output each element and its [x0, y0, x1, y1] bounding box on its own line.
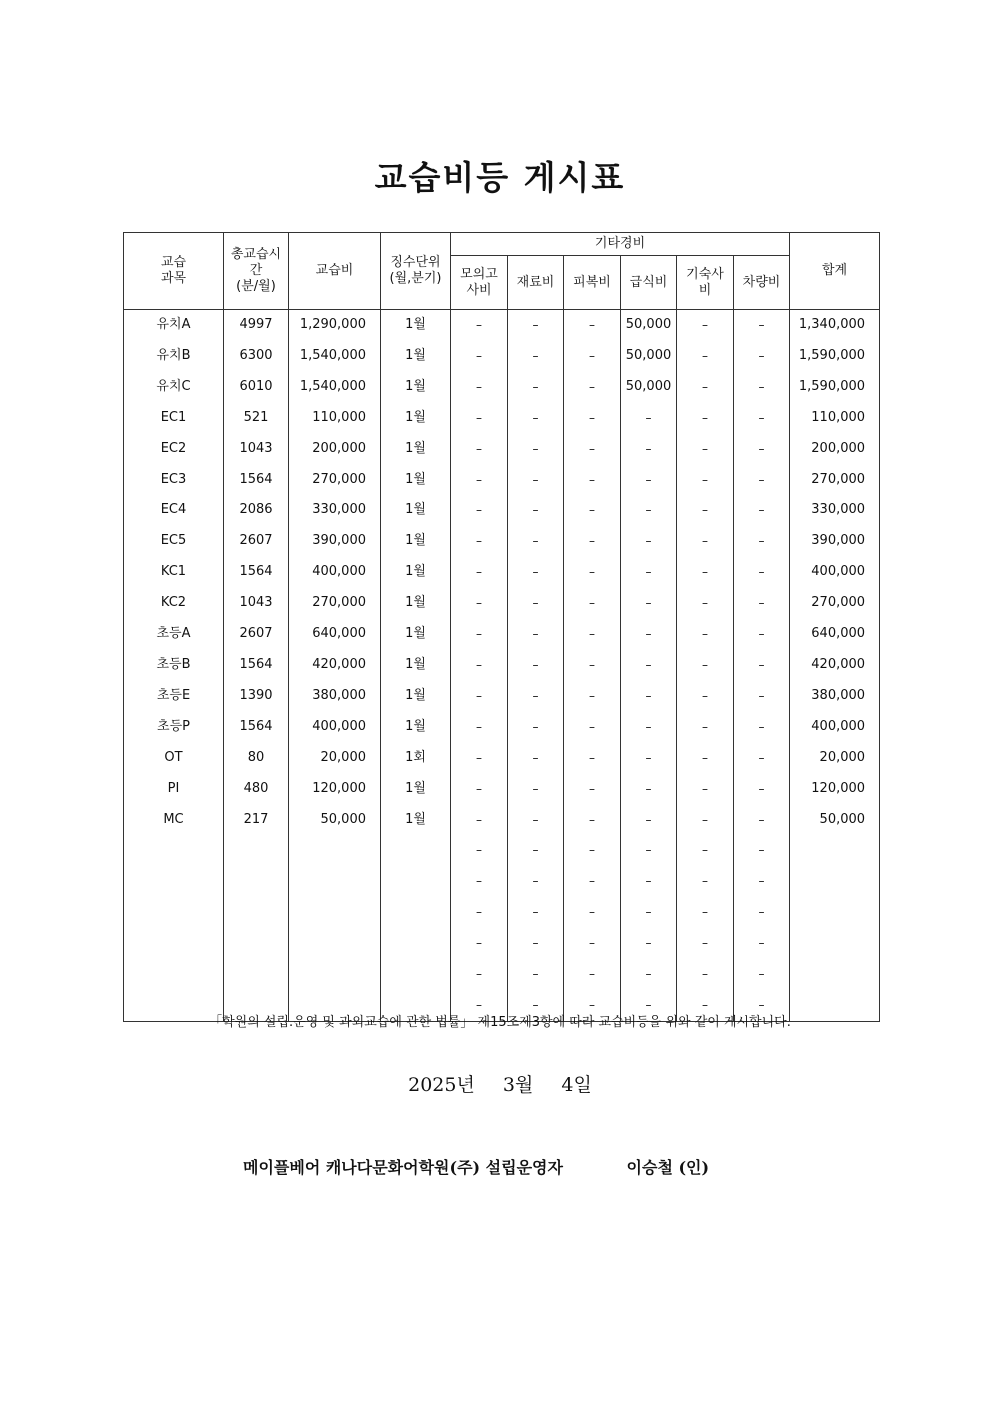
- cell-subject: PI: [124, 774, 224, 805]
- cell-vehicle: –: [734, 372, 790, 403]
- cell-vehicle: –: [734, 681, 790, 712]
- cell-subject: 초등E: [124, 681, 224, 712]
- table-row: [124, 928, 880, 959]
- cell-dorm: –: [677, 650, 734, 681]
- cell-unit: 1월: [381, 310, 451, 341]
- cell-total: 400,000: [790, 557, 880, 588]
- cell-total: [790, 835, 880, 866]
- cell-fee: [289, 866, 381, 897]
- cell-material: –: [508, 959, 564, 990]
- cell-clothing: –: [564, 774, 621, 805]
- cell-subject: EC2: [124, 434, 224, 465]
- cell-meal: –: [621, 495, 677, 526]
- cell-mock-exam: –: [451, 372, 508, 403]
- cell-material: –: [508, 403, 564, 434]
- cell-dorm: –: [677, 341, 734, 372]
- cell-total-time: 1043: [224, 434, 289, 465]
- cell-material: –: [508, 774, 564, 805]
- cell-vehicle: –: [734, 495, 790, 526]
- cell-vehicle: –: [734, 588, 790, 619]
- table-row: [124, 372, 880, 403]
- cell-total: 120,000: [790, 774, 880, 805]
- cell-unit: 1월: [381, 434, 451, 465]
- cell-total-time: 6300: [224, 341, 289, 372]
- cell-vehicle: –: [734, 434, 790, 465]
- cell-meal: –: [621, 557, 677, 588]
- cell-meal: –: [621, 928, 677, 959]
- cell-subject: KC1: [124, 557, 224, 588]
- header-fee: 교습비: [289, 233, 381, 310]
- cell-clothing: –: [564, 372, 621, 403]
- cell-unit: [381, 897, 451, 928]
- cell-subject: 유치B: [124, 341, 224, 372]
- cell-vehicle: –: [734, 897, 790, 928]
- cell-total: 50,000: [790, 805, 880, 836]
- cell-material: –: [508, 526, 564, 557]
- cell-unit: [381, 866, 451, 897]
- cell-material: –: [508, 619, 564, 650]
- cell-vehicle: –: [734, 805, 790, 836]
- cell-dorm: –: [677, 805, 734, 836]
- cell-material: –: [508, 465, 564, 496]
- cell-material: –: [508, 712, 564, 743]
- cell-material: –: [508, 743, 564, 774]
- header-dorm: 기숙사 비: [677, 256, 734, 310]
- cell-clothing: –: [564, 866, 621, 897]
- cell-total: [790, 866, 880, 897]
- cell-dorm: –: [677, 990, 734, 1021]
- cell-vehicle: –: [734, 650, 790, 681]
- cell-total-time: 1564: [224, 650, 289, 681]
- cell-total: 20,000: [790, 743, 880, 774]
- header-material: 재료비: [508, 256, 564, 310]
- cell-vehicle: –: [734, 990, 790, 1021]
- cell-fee: 390,000: [289, 526, 381, 557]
- cell-unit: 1회: [381, 743, 451, 774]
- cell-clothing: –: [564, 465, 621, 496]
- cell-fee: 20,000: [289, 743, 381, 774]
- table-row: [124, 465, 880, 496]
- table-row: [124, 805, 880, 836]
- cell-clothing: –: [564, 805, 621, 836]
- cell-material: –: [508, 928, 564, 959]
- cell-meal: –: [621, 434, 677, 465]
- cell-unit: 1월: [381, 372, 451, 403]
- header-mock-exam: 모의고 사비: [451, 256, 508, 310]
- cell-clothing: –: [564, 403, 621, 434]
- cell-total: [790, 928, 880, 959]
- cell-material: –: [508, 557, 564, 588]
- cell-subject: [124, 866, 224, 897]
- cell-clothing: –: [564, 588, 621, 619]
- table-row: [124, 712, 880, 743]
- cell-subject: 초등A: [124, 619, 224, 650]
- header-meal: 급식비: [621, 256, 677, 310]
- cell-mock-exam: –: [451, 959, 508, 990]
- cell-clothing: –: [564, 743, 621, 774]
- header-vehicle: 차량비: [734, 256, 790, 310]
- table-row: [124, 310, 880, 341]
- cell-fee: 270,000: [289, 465, 381, 496]
- table-row: [124, 619, 880, 650]
- cell-total: 270,000: [790, 465, 880, 496]
- cell-unit: 1월: [381, 526, 451, 557]
- operator-name: 이승철 (인): [626, 1158, 710, 1177]
- cell-material: –: [508, 434, 564, 465]
- cell-mock-exam: –: [451, 341, 508, 372]
- cell-meal: –: [621, 774, 677, 805]
- table-row: [124, 774, 880, 805]
- cell-vehicle: –: [734, 866, 790, 897]
- cell-dorm: –: [677, 465, 734, 496]
- cell-unit: [381, 928, 451, 959]
- cell-vehicle: –: [734, 465, 790, 496]
- cell-unit: 1월: [381, 805, 451, 836]
- cell-fee: 1,540,000: [289, 341, 381, 372]
- cell-dorm: –: [677, 372, 734, 403]
- cell-unit: 1월: [381, 650, 451, 681]
- cell-dorm: –: [677, 681, 734, 712]
- cell-meal: –: [621, 526, 677, 557]
- cell-meal: –: [621, 465, 677, 496]
- cell-clothing: –: [564, 990, 621, 1021]
- cell-meal: –: [621, 866, 677, 897]
- cell-meal: –: [621, 990, 677, 1021]
- cell-unit: [381, 959, 451, 990]
- cell-vehicle: –: [734, 341, 790, 372]
- cell-clothing: –: [564, 650, 621, 681]
- cell-unit: 1월: [381, 712, 451, 743]
- cell-total-time: [224, 959, 289, 990]
- cell-unit: 1월: [381, 681, 451, 712]
- cell-subject: 유치A: [124, 310, 224, 341]
- cell-mock-exam: –: [451, 805, 508, 836]
- cell-clothing: –: [564, 341, 621, 372]
- cell-material: –: [508, 588, 564, 619]
- header-total-time: 총교습시 간 (분/월): [224, 233, 289, 310]
- cell-unit: 1월: [381, 619, 451, 650]
- cell-fee: 110,000: [289, 403, 381, 434]
- cell-vehicle: –: [734, 712, 790, 743]
- cell-subject: [124, 959, 224, 990]
- cell-vehicle: –: [734, 928, 790, 959]
- table-row: [124, 403, 880, 434]
- table-row: [124, 835, 880, 866]
- header-clothing: 피복비: [564, 256, 621, 310]
- cell-unit: 1월: [381, 341, 451, 372]
- cell-material: –: [508, 372, 564, 403]
- cell-mock-exam: –: [451, 465, 508, 496]
- cell-fee: 380,000: [289, 681, 381, 712]
- cell-dorm: –: [677, 495, 734, 526]
- cell-total-time: 1564: [224, 465, 289, 496]
- cell-mock-exam: –: [451, 774, 508, 805]
- cell-meal: –: [621, 743, 677, 774]
- page-title: 교습비등 게시표: [374, 158, 626, 197]
- fee-table-body: [124, 310, 880, 1022]
- cell-subject: EC1: [124, 403, 224, 434]
- cell-total-time: [224, 866, 289, 897]
- cell-clothing: –: [564, 928, 621, 959]
- cell-mock-exam: –: [451, 495, 508, 526]
- cell-material: –: [508, 650, 564, 681]
- cell-fee: 50,000: [289, 805, 381, 836]
- cell-mock-exam: –: [451, 866, 508, 897]
- cell-dorm: –: [677, 526, 734, 557]
- cell-mock-exam: –: [451, 403, 508, 434]
- cell-clothing: –: [564, 434, 621, 465]
- cell-meal: –: [621, 403, 677, 434]
- cell-total-time: 6010: [224, 372, 289, 403]
- cell-material: –: [508, 835, 564, 866]
- cell-mock-exam: –: [451, 897, 508, 928]
- cell-fee: [289, 835, 381, 866]
- cell-total: 390,000: [790, 526, 880, 557]
- cell-total: 270,000: [790, 588, 880, 619]
- cell-fee: [289, 928, 381, 959]
- cell-dorm: –: [677, 743, 734, 774]
- cell-unit: 1월: [381, 495, 451, 526]
- cell-fee: 330,000: [289, 495, 381, 526]
- cell-clothing: –: [564, 897, 621, 928]
- fee-table: [123, 232, 880, 1022]
- cell-material: –: [508, 681, 564, 712]
- cell-meal: –: [621, 959, 677, 990]
- cell-subject: [124, 928, 224, 959]
- cell-total: 1,590,000: [790, 341, 880, 372]
- cell-dorm: –: [677, 310, 734, 341]
- cell-unit: [381, 835, 451, 866]
- cell-unit: 1월: [381, 465, 451, 496]
- cell-dorm: –: [677, 557, 734, 588]
- cell-fee: 1,290,000: [289, 310, 381, 341]
- cell-total-time: 1564: [224, 712, 289, 743]
- cell-vehicle: –: [734, 403, 790, 434]
- cell-mock-exam: –: [451, 835, 508, 866]
- cell-total-time: 2086: [224, 495, 289, 526]
- cell-mock-exam: –: [451, 650, 508, 681]
- cell-material: –: [508, 805, 564, 836]
- table-row: [124, 959, 880, 990]
- cell-unit: 1월: [381, 588, 451, 619]
- cell-total-time: [224, 835, 289, 866]
- table-row: [124, 495, 880, 526]
- legal-notice: 「학원의 설립.운영 및 과외교습에 관한 법률」 제15조제3항에 따라 교습비등을 위와 같이 게시합니다.: [209, 1015, 791, 1030]
- cell-total-time: 4997: [224, 310, 289, 341]
- cell-total-time: 1564: [224, 557, 289, 588]
- cell-meal: –: [621, 681, 677, 712]
- cell-vehicle: –: [734, 557, 790, 588]
- cell-total: 200,000: [790, 434, 880, 465]
- cell-total-time: 80: [224, 743, 289, 774]
- header-other-expenses: 기타경비: [451, 233, 790, 256]
- cell-meal: 50,000: [621, 341, 677, 372]
- cell-vehicle: –: [734, 526, 790, 557]
- cell-dorm: –: [677, 434, 734, 465]
- table-row: [124, 557, 880, 588]
- posting-date: 2025년 3월 4일: [408, 1074, 592, 1096]
- cell-meal: –: [621, 835, 677, 866]
- cell-clothing: –: [564, 557, 621, 588]
- cell-total-time: [224, 928, 289, 959]
- operator-org: 메이플베어 캐나다문화어학원(주) 설립운영자: [243, 1158, 563, 1177]
- cell-mock-exam: –: [451, 588, 508, 619]
- cell-mock-exam: –: [451, 310, 508, 341]
- header-unit: 징수단위 (월,분기): [381, 233, 451, 310]
- cell-vehicle: –: [734, 774, 790, 805]
- cell-fee: 400,000: [289, 557, 381, 588]
- cell-total-time: 480: [224, 774, 289, 805]
- cell-vehicle: –: [734, 619, 790, 650]
- cell-dorm: –: [677, 588, 734, 619]
- cell-meal: –: [621, 897, 677, 928]
- cell-subject: 유치C: [124, 372, 224, 403]
- cell-clothing: –: [564, 310, 621, 341]
- cell-total: 400,000: [790, 712, 880, 743]
- table-row: [124, 866, 880, 897]
- header-total: 합계: [790, 233, 880, 310]
- cell-fee: [289, 897, 381, 928]
- cell-mock-exam: –: [451, 557, 508, 588]
- cell-total: [790, 897, 880, 928]
- cell-clothing: –: [564, 835, 621, 866]
- cell-clothing: –: [564, 619, 621, 650]
- cell-clothing: –: [564, 959, 621, 990]
- cell-unit: 1월: [381, 403, 451, 434]
- cell-dorm: –: [677, 403, 734, 434]
- cell-mock-exam: –: [451, 681, 508, 712]
- cell-subject: [124, 835, 224, 866]
- cell-material: –: [508, 866, 564, 897]
- table-row: [124, 588, 880, 619]
- cell-mock-exam: –: [451, 990, 508, 1021]
- cell-subject: 초등B: [124, 650, 224, 681]
- cell-unit: 1월: [381, 557, 451, 588]
- table-row: [124, 897, 880, 928]
- cell-clothing: –: [564, 712, 621, 743]
- cell-subject: EC3: [124, 465, 224, 496]
- cell-clothing: –: [564, 495, 621, 526]
- cell-total: 1,340,000: [790, 310, 880, 341]
- cell-total-time: [224, 897, 289, 928]
- cell-total-time: 217: [224, 805, 289, 836]
- cell-dorm: –: [677, 897, 734, 928]
- cell-total-time: 2607: [224, 619, 289, 650]
- cell-dorm: –: [677, 866, 734, 897]
- cell-vehicle: –: [734, 959, 790, 990]
- cell-subject: MC: [124, 805, 224, 836]
- cell-mock-exam: –: [451, 712, 508, 743]
- cell-total: 1,590,000: [790, 372, 880, 403]
- cell-dorm: –: [677, 712, 734, 743]
- cell-total: 640,000: [790, 619, 880, 650]
- cell-subject: EC5: [124, 526, 224, 557]
- table-row: [124, 743, 880, 774]
- cell-meal: –: [621, 712, 677, 743]
- cell-fee: 270,000: [289, 588, 381, 619]
- cell-meal: –: [621, 805, 677, 836]
- cell-mock-exam: –: [451, 619, 508, 650]
- cell-mock-exam: –: [451, 434, 508, 465]
- table-row: [124, 650, 880, 681]
- cell-vehicle: –: [734, 835, 790, 866]
- cell-mock-exam: –: [451, 743, 508, 774]
- cell-vehicle: –: [734, 310, 790, 341]
- cell-total: 110,000: [790, 403, 880, 434]
- cell-total: [790, 959, 880, 990]
- cell-mock-exam: –: [451, 928, 508, 959]
- cell-meal: –: [621, 619, 677, 650]
- cell-dorm: –: [677, 959, 734, 990]
- cell-clothing: –: [564, 681, 621, 712]
- cell-subject: KC2: [124, 588, 224, 619]
- cell-dorm: –: [677, 835, 734, 866]
- cell-mock-exam: –: [451, 526, 508, 557]
- cell-subject: EC4: [124, 495, 224, 526]
- cell-material: –: [508, 990, 564, 1021]
- cell-fee: 420,000: [289, 650, 381, 681]
- cell-total: 330,000: [790, 495, 880, 526]
- cell-unit: 1월: [381, 774, 451, 805]
- cell-material: –: [508, 310, 564, 341]
- table-row: [124, 681, 880, 712]
- cell-meal: 50,000: [621, 310, 677, 341]
- cell-clothing: –: [564, 526, 621, 557]
- cell-fee: 200,000: [289, 434, 381, 465]
- table-row: [124, 434, 880, 465]
- cell-fee: [289, 959, 381, 990]
- cell-material: –: [508, 341, 564, 372]
- cell-fee: 1,540,000: [289, 372, 381, 403]
- cell-dorm: –: [677, 928, 734, 959]
- cell-material: –: [508, 495, 564, 526]
- cell-total-time: 2607: [224, 526, 289, 557]
- cell-total-time: 1390: [224, 681, 289, 712]
- cell-fee: 120,000: [289, 774, 381, 805]
- cell-subject: OT: [124, 743, 224, 774]
- table-row: [124, 341, 880, 372]
- cell-meal: –: [621, 588, 677, 619]
- cell-fee: 640,000: [289, 619, 381, 650]
- cell-meal: 50,000: [621, 372, 677, 403]
- cell-subject: 초등P: [124, 712, 224, 743]
- cell-total: 420,000: [790, 650, 880, 681]
- cell-vehicle: –: [734, 743, 790, 774]
- cell-total: 380,000: [790, 681, 880, 712]
- cell-fee: 400,000: [289, 712, 381, 743]
- cell-meal: –: [621, 650, 677, 681]
- cell-dorm: –: [677, 619, 734, 650]
- header-subject: 교습 과목: [124, 233, 224, 310]
- signature-line: [243, 1155, 709, 1178]
- cell-subject: [124, 897, 224, 928]
- cell-total-time: 521: [224, 403, 289, 434]
- cell-total-time: 1043: [224, 588, 289, 619]
- cell-material: –: [508, 897, 564, 928]
- cell-dorm: –: [677, 774, 734, 805]
- table-row: [124, 526, 880, 557]
